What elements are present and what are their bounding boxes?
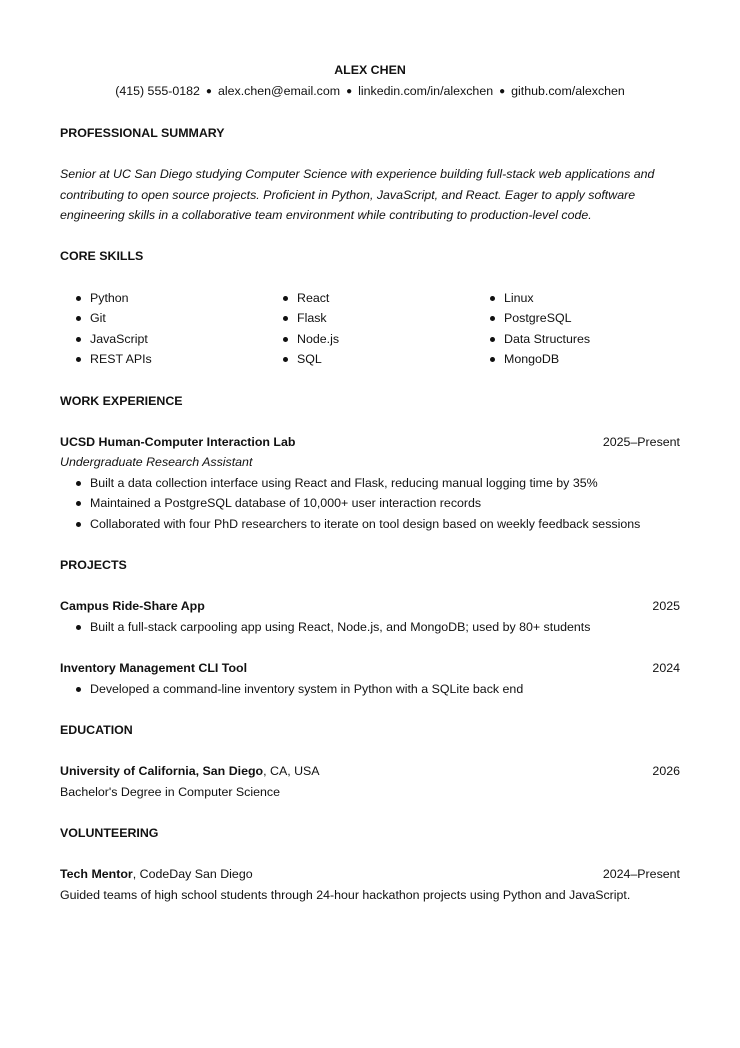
experience-bullet: Built a data collection interface using React and Flask, reducing manual logging time by 35%: [60, 473, 680, 494]
experience-bullet: Maintained a PostgreSQL database of 10,000+ user interaction records: [60, 493, 680, 514]
education-heading: EDUCATION: [60, 723, 133, 737]
experience-heading: WORK EXPERIENCE: [60, 393, 183, 408]
project-name: Inventory Management CLI Tool: [60, 661, 248, 676]
volunteer-description: Guided teams of high school students through 24-hour hackathon projects using Python and JavaScript.: [60, 887, 631, 902]
project-entry-header: [60, 658, 680, 679]
linkedin-link[interactable]: linkedin.com/in/alexchen: [358, 83, 494, 98]
skill-item: React: [267, 288, 474, 309]
volunteering-heading: VOLUNTEERING: [60, 825, 159, 840]
project-entry-header: [60, 596, 680, 617]
skill-item: Linux: [474, 288, 680, 309]
skill-item: REST APIs: [60, 349, 267, 370]
skill-item: Node.js: [267, 329, 474, 350]
projects-heading: PROJECTS: [60, 558, 127, 573]
contact-line: [60, 81, 680, 103]
summary-text: Senior at UC San Diego studying Computer Science with experience building full-stack web applications and contributing to open source projects. Proficient in Python, JavaScript, and React. Eager to apply software engineering skills in a collaborative team environment while contributing to production-level code.: [60, 166, 655, 223]
graduation-year: 2026: [652, 764, 680, 779]
skills-list: [60, 288, 680, 370]
experience-bullet: Collaborated with four PhD researchers to iterate on tool design based on weekly feedback sessions: [60, 514, 680, 535]
phone-number: (415) 555-0182: [115, 83, 200, 98]
school-name: University of California, San Diego: [60, 764, 264, 779]
skill-item: MongoDB: [474, 349, 680, 370]
summary-heading: PROFESSIONAL SUMMARY: [60, 125, 225, 140]
bullet-separator-icon: ●: [205, 85, 212, 97]
github-link[interactable]: github.com/alexchen: [511, 83, 625, 98]
employer-name: UCSD Human-Computer Interaction Lab: [60, 434, 296, 449]
job-title: Undergraduate Research Assistant: [60, 455, 253, 470]
bullet-separator-icon: ●: [499, 85, 506, 97]
email-link[interactable]: alex.chen@email.com: [217, 83, 341, 98]
volunteering-entry-header: [60, 864, 680, 885]
skills-heading: CORE SKILLS: [60, 249, 144, 264]
volunteer-role: Tech Mentor: [60, 867, 133, 882]
bullet-separator-icon: ●: [346, 85, 353, 97]
education-entry-header: [60, 761, 680, 782]
project-bullet: Developed a command-line inventory system in Python with a SQLite back end: [60, 679, 680, 700]
experience-bullets: [60, 473, 680, 535]
volunteer-dates: 2024–Present: [602, 867, 680, 882]
skill-item: JavaScript: [60, 329, 267, 350]
skill-item: Data Structures: [474, 329, 680, 350]
skill-item: Git: [60, 308, 267, 329]
skill-item: SQL: [267, 349, 474, 370]
project-year: 2025: [652, 599, 680, 614]
project-year: 2024: [652, 661, 680, 676]
experience-entry-header: [60, 432, 680, 453]
project-name: Campus Ride-Share App: [60, 599, 205, 614]
resume-page: [60, 60, 680, 905]
project-bullet: Built a full-stack carpooling app using React, Node.js, and MongoDB; used by 80+ students: [60, 617, 680, 638]
employment-dates: 2025–Present: [602, 434, 680, 449]
skill-item: PostgreSQL: [474, 308, 680, 329]
skill-item: Flask: [267, 308, 474, 329]
candidate-name: ALEX CHEN: [334, 63, 406, 77]
project-bullets: [60, 617, 680, 638]
volunteer-org: , CodeDay San Diego: [132, 867, 253, 882]
project-bullets: [60, 679, 680, 700]
skill-item: Python: [60, 288, 267, 309]
degree: Bachelor's Degree in Computer Science: [60, 784, 281, 799]
school-location: , CA, USA: [263, 764, 320, 779]
